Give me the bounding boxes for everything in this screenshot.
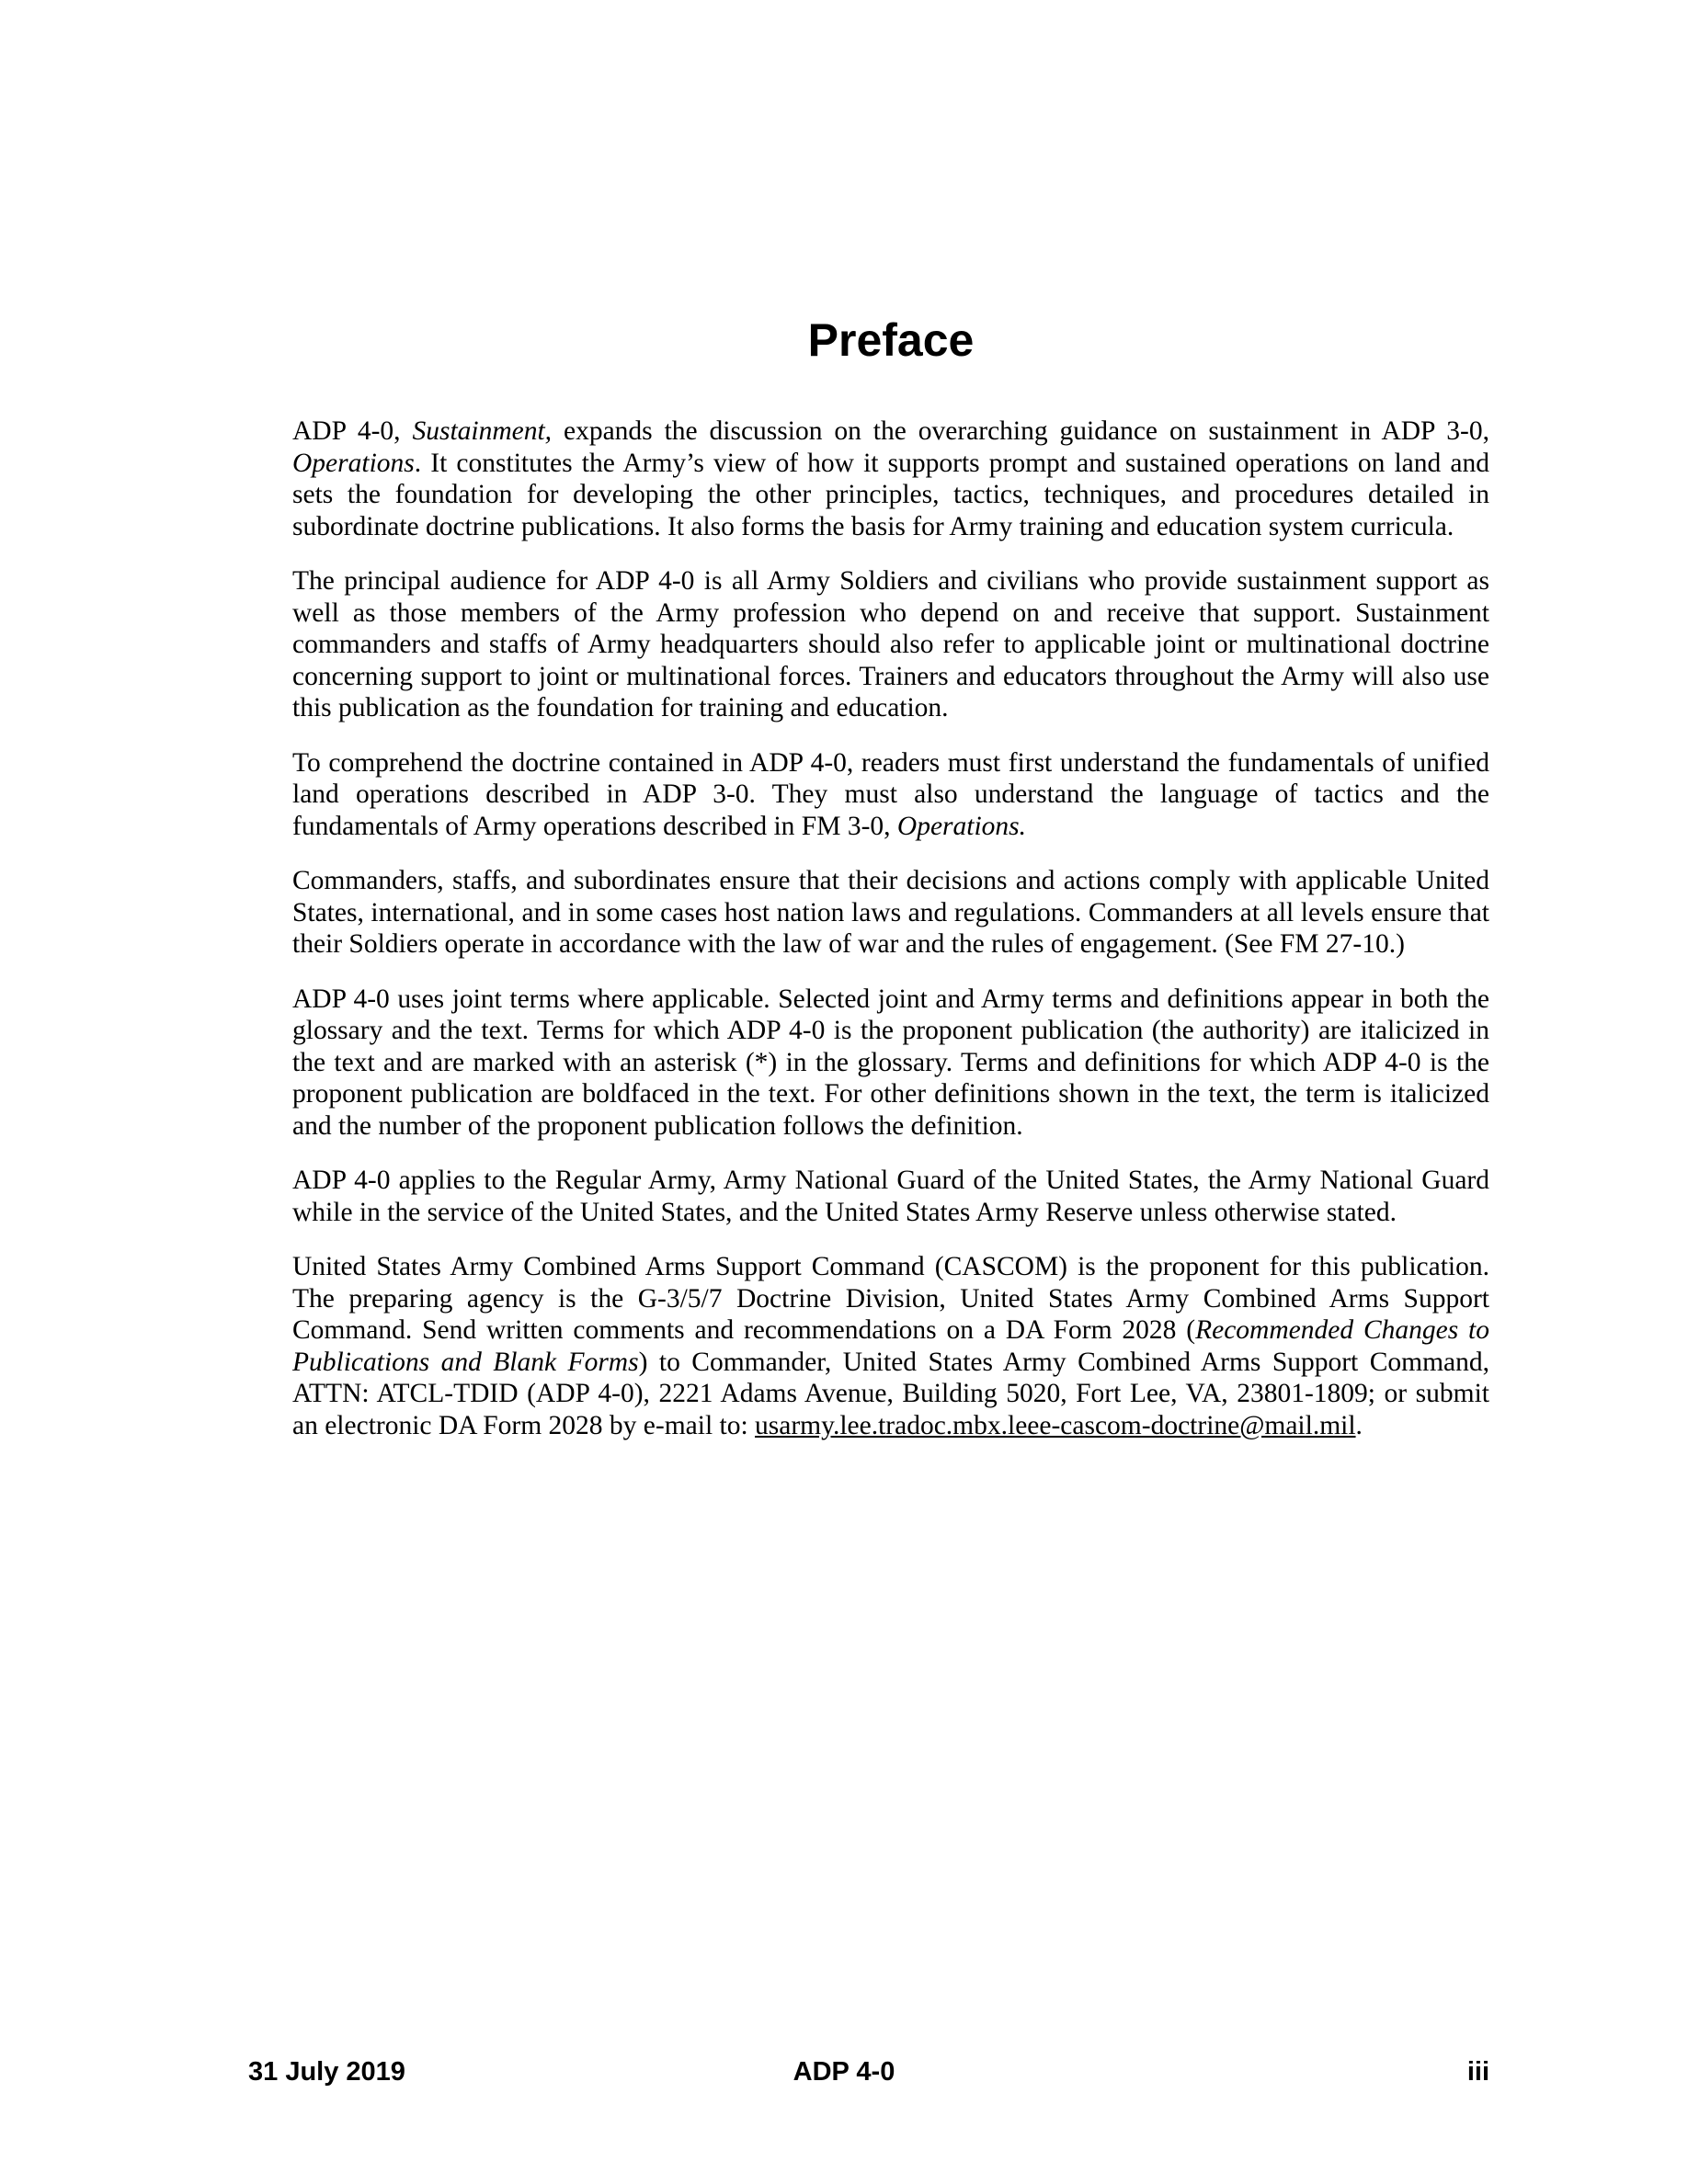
page-title: Preface: [807, 314, 975, 366]
preface-paragraph: [292, 865, 1489, 961]
preface-paragraph: [292, 747, 1489, 843]
text-run: Recommended Changes to Publications and Blank Forms: [292, 1315, 1489, 1377]
footer-publication-number: ADP 4-0: [793, 2057, 895, 2087]
text-run: ADP 4-0 applies to the Regular Army, Army National Guard of the United States, the Army National Guard while in the service of the United States, and the United States Army Reserve unless otherwise stated.: [292, 1166, 1489, 1227]
footer-page-number: iii: [1466, 2057, 1489, 2087]
preface-body: [292, 415, 1489, 1441]
text-run: To comprehend the doctrine contained in ADP 4-0, readers must first understand the fundamentals of unified land operations described in ADP 3-0. They must also understand the language of tactics and the fundamentals of Army operations described in FM 3-0,: [292, 747, 1489, 841]
email-link[interactable]: usarmy.lee.tradoc.mbx.leee-cascom-doctrine@mail.mil: [755, 1410, 1356, 1440]
preface-paragraph: [292, 984, 1489, 1143]
preface-paragraph: [292, 415, 1489, 542]
text-run: Operations.: [896, 811, 1027, 841]
text-run: Commanders, staffs, and subordinates ensure that their decisions and actions comply with applicable United States, international, and in some cases host nation laws and regulations. Commanders at all levels ensure that their Soldiers operate in accordance with the law of war and the rules of engagement. (See FM 27-10.): [292, 866, 1489, 959]
footer-date: 31 July 2019: [248, 2057, 405, 2087]
text-run: ADP 4-0,: [292, 416, 413, 446]
preface-paragraph: [292, 565, 1489, 724]
text-run: ADP 4-0 uses joint terms where applicable. Selected joint and Army terms and definitions appear in both the glossary and the text. Terms for which ADP 4-0 is the proponent publication (the authority) are italicized in the text and are marked with an asterisk (*) in the glossary. Terms and definitions for which ADP 4-0 is the proponent publication are boldfaced in the text. For other definitions shown in the text, the term is italicized and the number of the proponent publication follows the definition.: [292, 984, 1489, 1141]
text-run: The principal audience for ADP 4-0 is all Army Soldiers and civilians who provide sustainment support as well as those members of the Army profession who depend on and receive that support. Sustainment commanders and staffs of Army headquarters should also refer to applicable joint or multinational doctrine concerning support to joint or multinational forces. Trainers and educators throughout the Army will also use this publication as the foundation for training and education.: [292, 566, 1489, 722]
preface-content: [292, 0, 1489, 1464]
preface-paragraph: [292, 1251, 1489, 1441]
text-run: . It constitutes the Army’s view of how it supports prompt and sustained operations on land and sets the foundation for developing the other principles, tactics, techniques, and procedures detailed in subordinate doctrine publications. It also forms the basis for Army training and education system curricula.: [292, 448, 1489, 541]
text-run: expands the discussion on the overarching guidance on sustainment in ADP 3-0,: [552, 416, 1489, 446]
text-run: ) to Commander, United States Army Combined Arms Support Command, ATTN: ATCL-TDID (ADP 4-0), 2221 Adams Avenue, Building 5020, Fort Lee, VA, 23801-1809; or submit an electronic DA Form 2028 by e-mail to:: [292, 1347, 1489, 1440]
text-run: United States Army Combined Arms Support Command (CASCOM) is the proponent for this publication. The preparing agency is the G-3/5/7 Doctrine Division, United States Army Combined Arms Support Command. Send written comments and recommendations on a DA Form 2028 (: [292, 1252, 1489, 1345]
text-run: Sustainment,: [412, 416, 553, 446]
page-footer: [248, 2056, 1489, 2087]
text-run: .: [1355, 1410, 1363, 1440]
preface-paragraph: [292, 1165, 1489, 1228]
text-run: Operations: [292, 448, 415, 478]
